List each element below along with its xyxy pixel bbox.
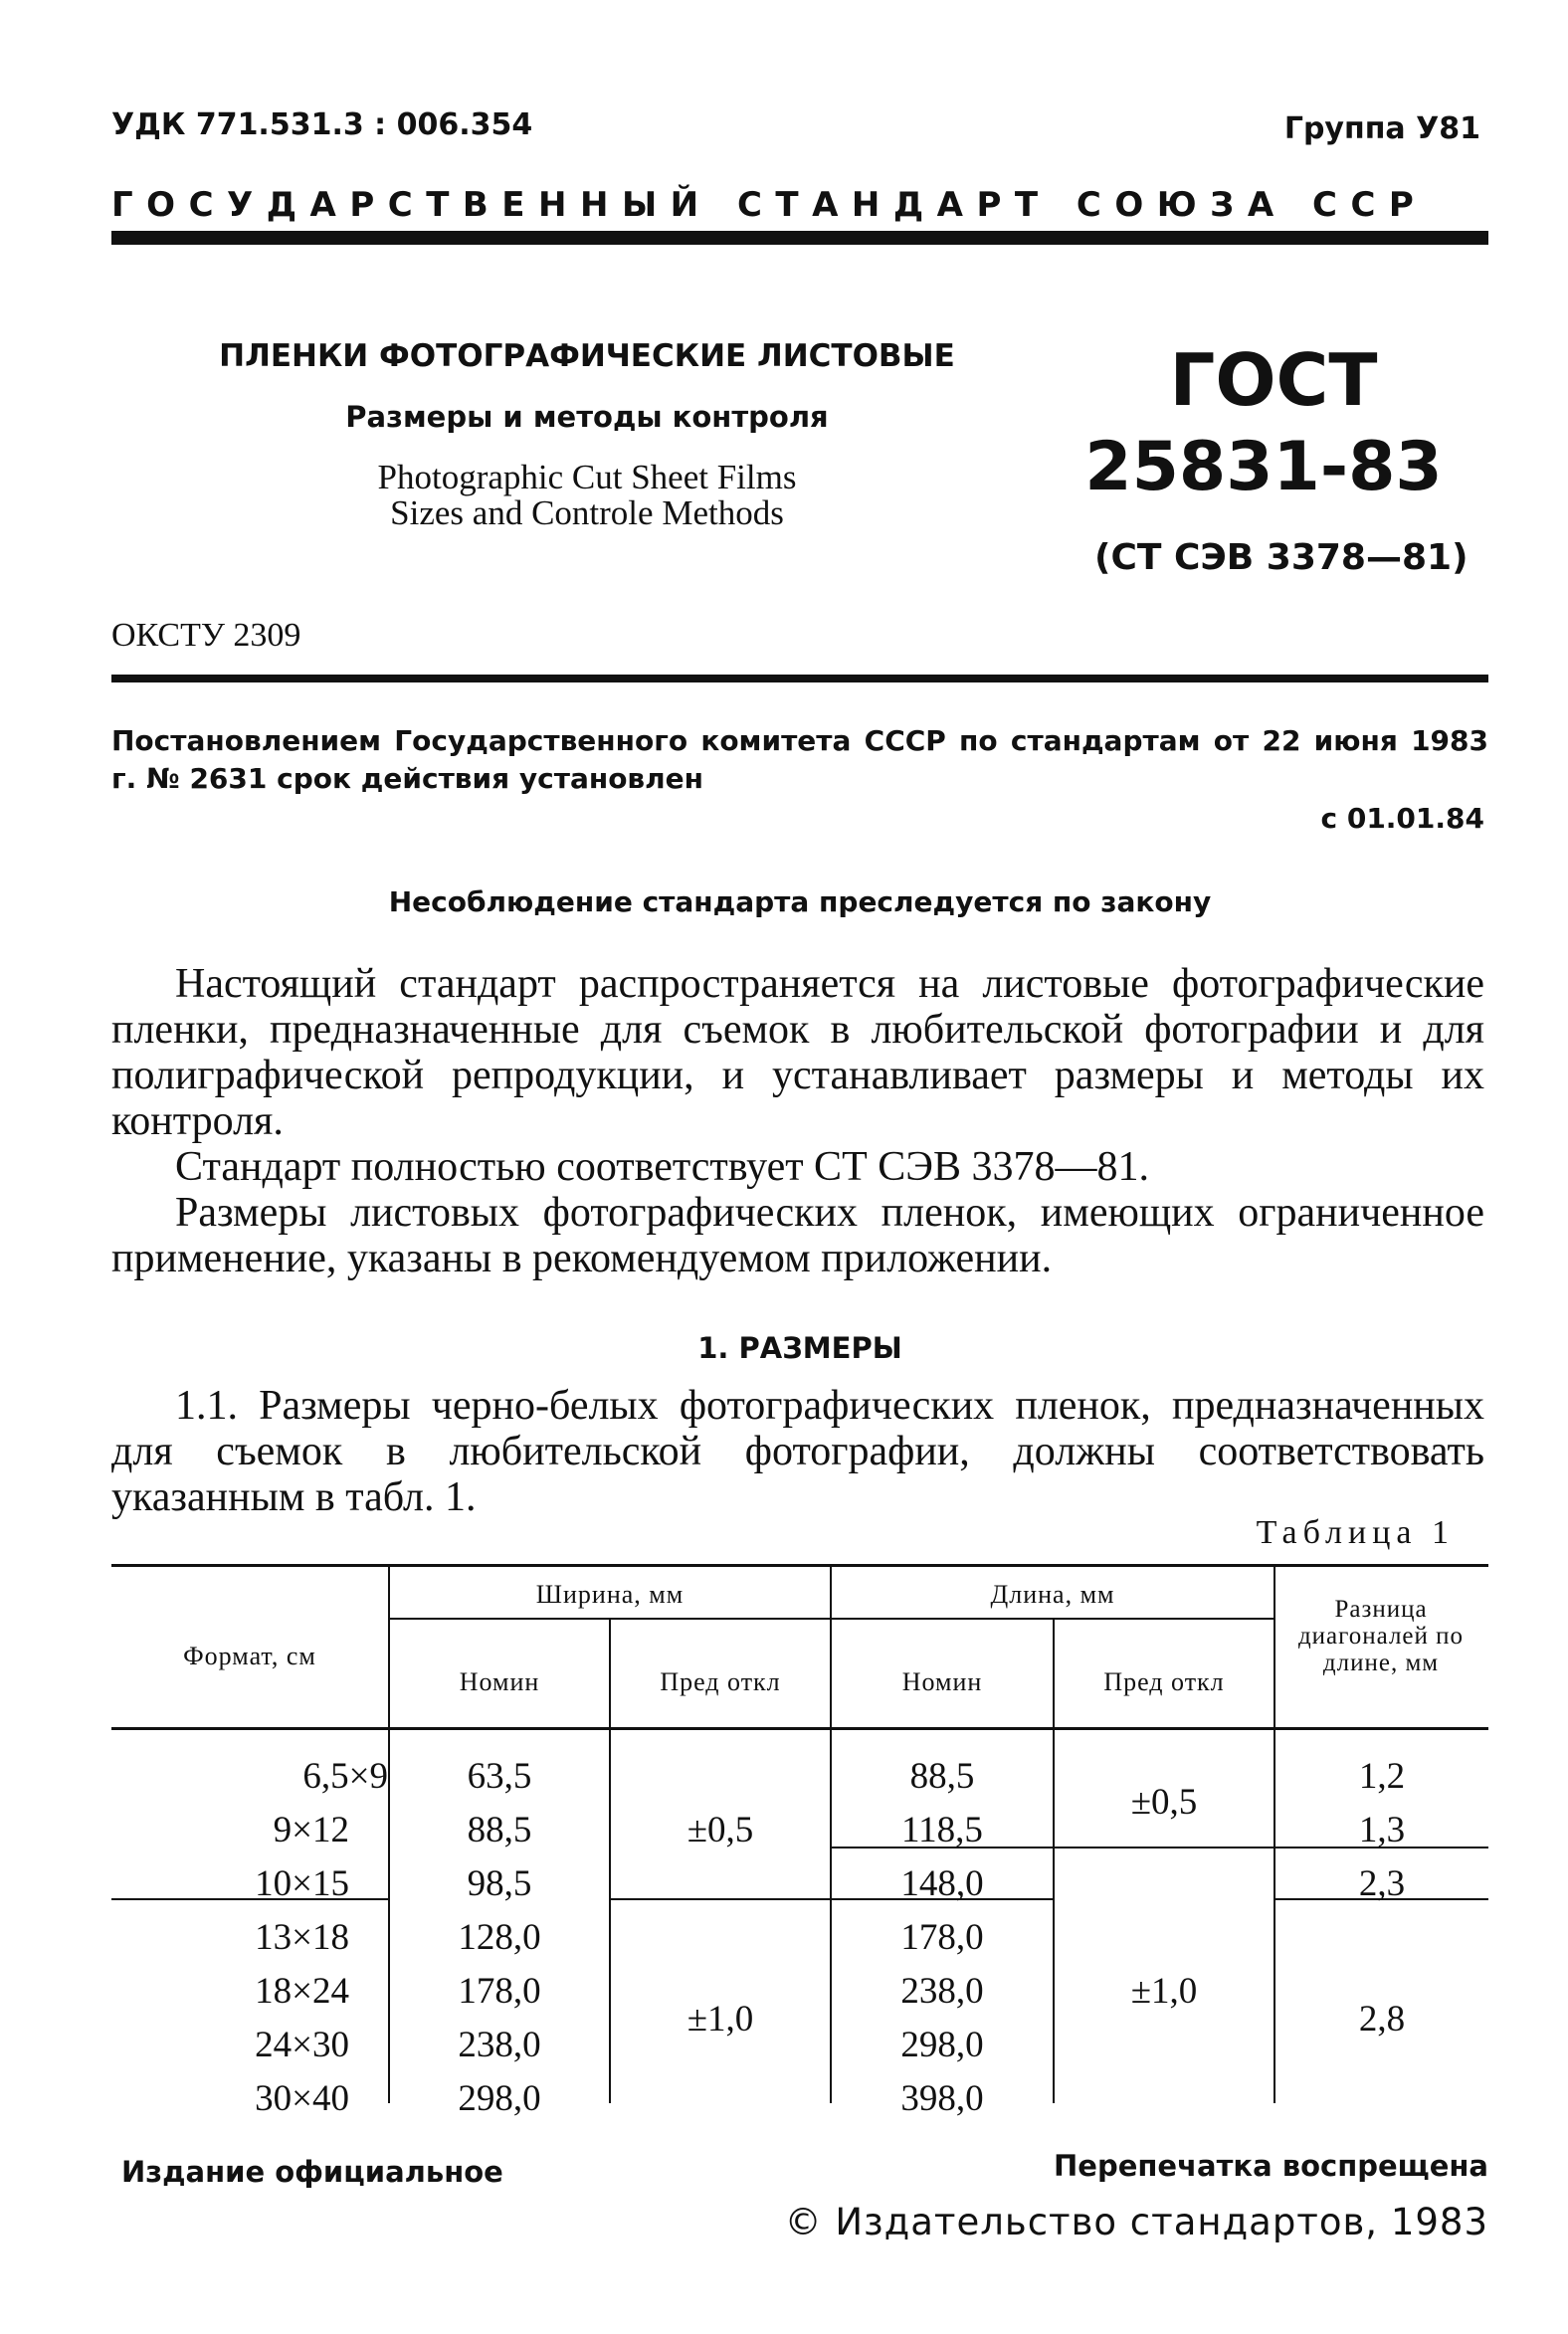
width-nominal-cell: 98,5 (467, 1863, 532, 1904)
gost-number: 25831-83 (1084, 428, 1443, 506)
group-code: Группа У81 (1283, 111, 1480, 146)
diagonal-cell: 1,2 (1358, 1756, 1406, 1797)
footer-reprint-notice: Перепечатка воспрещена (1054, 2149, 1488, 2183)
title-rule (111, 675, 1488, 682)
doc-subtitle-ru: Размеры и методы контроля (345, 400, 829, 434)
paragraph-sizes: 1.1. Размеры черно-белых фотографических пленок, предназначенных для съемок в любительской фотографии, должны соответствовать указанным в табл. 1. (111, 1383, 1484, 1520)
table-caption: Таблица 1 (1256, 1514, 1455, 1551)
diagonal-cell: 2,3 (1358, 1863, 1406, 1904)
format-cell: 9×12 (273, 1810, 349, 1850)
header-width-nominal: Номин (459, 1667, 540, 1696)
length-tolerance-cell: ±0,5 (1130, 1782, 1198, 1823)
header-length: Длина, мм (990, 1580, 1115, 1609)
width-nominal-cell: 128,0 (458, 1917, 541, 1958)
format-cell: 6,5×9 (302, 1756, 388, 1797)
header-format: Формат, см (183, 1642, 316, 1670)
group-rule (611, 1898, 830, 1900)
table-top-rule (111, 1564, 1488, 1567)
length-nominal-cell: 118,5 (901, 1810, 983, 1850)
header-sub-rule (832, 1618, 1274, 1620)
okstu-code: ОКСТУ 2309 (111, 617, 301, 654)
doc-title-ru: ПЛЕНКИ ФОТОГРАФИЧЕСКИЕ ЛИСТОВЫЕ (219, 338, 955, 374)
width-nominal-cell: 298,0 (458, 2078, 541, 2119)
footer-copyright: © Издательство стандартов, 1983 (784, 2201, 1488, 2243)
header-width: Ширина, мм (535, 1580, 685, 1609)
doc-title-en: Photographic Cut Sheet Films (377, 458, 797, 496)
standard-line: ГОСУДАРСТВЕННЫЙ СТАНДАРТ СОЮЗА ССР (111, 185, 1428, 225)
diagonal-cell: 1,3 (1358, 1810, 1406, 1850)
table-header-rule (111, 1727, 1488, 1730)
decree-text: Постановлением Государственного комитета СССР по стандартам от 22 июня 1983 г. № 2631 срок действия установлен (111, 724, 1488, 795)
length-nominal-cell: 178,0 (900, 1917, 984, 1958)
length-nominal-cell: 148,0 (900, 1863, 984, 1904)
paragraph-appendix: Размеры листовых фотографических пленок, имеющих ограниченное применение, указаны в рекомендуемом приложении. (111, 1190, 1484, 1281)
gost-label: ГОСТ (1169, 338, 1378, 422)
header-length-nominal: Номин (901, 1667, 983, 1696)
udk-code: УДК 771.531.3 : 006.354 (111, 107, 533, 142)
length-nominal-cell: 298,0 (900, 2025, 984, 2065)
header-width-tolerance: Пред откл (660, 1667, 781, 1696)
header-sub-rule (390, 1618, 830, 1620)
width-tolerance-cell: ±0,5 (686, 1810, 754, 1850)
width-nominal-cell: 88,5 (467, 1810, 532, 1850)
paragraph-compliance: Стандарт полностью соответствует СТ СЭВ 3378—81. (175, 1144, 1149, 1190)
width-nominal-cell: 178,0 (458, 1971, 541, 2012)
header-diagonal: Разница диагоналей по длине, мм (1297, 1596, 1465, 1676)
law-warning: Несоблюдение стандарта преследуется по закону (388, 885, 1212, 918)
length-nominal-cell: 398,0 (900, 2078, 984, 2119)
width-tolerance-cell: ±1,0 (686, 1999, 754, 2040)
diagonal-cell: 2,8 (1358, 1999, 1406, 2040)
decree-date: с 01.01.84 (1320, 802, 1484, 835)
format-cell: 13×18 (255, 1917, 349, 1958)
length-nominal-cell: 238,0 (900, 1971, 984, 2012)
header-length-tolerance: Пред откл (1103, 1667, 1225, 1696)
width-nominal-cell: 238,0 (458, 2025, 541, 2065)
length-nominal-cell: 88,5 (909, 1756, 975, 1797)
footer-official-edition: Издание официальное (121, 2155, 503, 2189)
header-rule (111, 231, 1488, 245)
st-sev-number: (СТ СЭВ 3378—81) (1094, 537, 1469, 578)
format-cell: 10×15 (255, 1863, 349, 1904)
width-nominal-cell: 63,5 (467, 1756, 532, 1797)
length-tolerance-cell: ±1,0 (1130, 1971, 1198, 2012)
format-cell: 24×30 (255, 2025, 349, 2065)
doc-subtitle-en: Sizes and Controle Methods (390, 493, 784, 532)
paragraph-scope: Настоящий стандарт распространяется на листовые фотографические пленки, предназначенные для съемок в любительской фотографии и для полиграфической репродукции, и устанавливает размеры и методы их контроля. (111, 961, 1484, 1144)
format-cell: 18×24 (255, 1971, 349, 2012)
format-cell: 30×40 (255, 2078, 349, 2119)
section-title: 1. РАЗМЕРЫ (697, 1331, 902, 1365)
